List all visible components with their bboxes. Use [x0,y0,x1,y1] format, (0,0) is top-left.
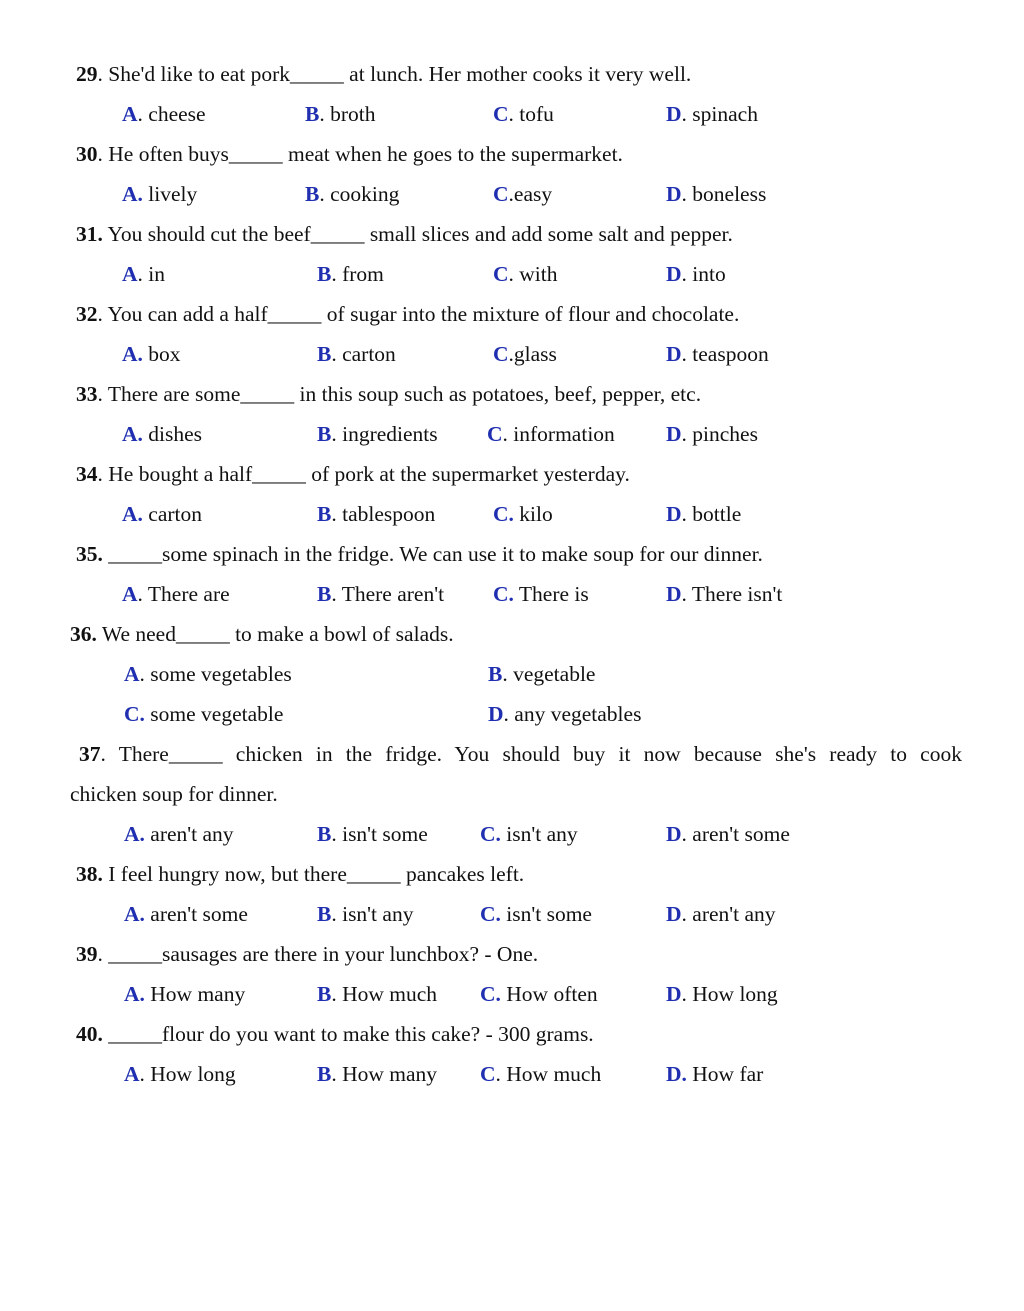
options-36-row2 [0,696,1024,732]
question-34 [0,456,1024,492]
option-a[interactable]: A. aren't any [124,822,234,846]
option-c[interactable]: C. information [487,422,615,446]
question-38 [0,856,1024,892]
question-number: 38. [76,862,103,886]
options-31 [0,256,1024,292]
option-c[interactable]: C. How often [480,982,598,1006]
option-b[interactable]: B. vegetable [488,662,596,686]
question-number: 40. [76,1022,103,1046]
options-32 [0,336,1024,372]
question-35 [0,536,1024,572]
option-d[interactable]: D. There isn't [666,582,783,606]
question-stem-continued: chicken soup for dinner. [70,782,278,806]
question-number: 36. [70,622,97,646]
option-a[interactable]: A. aren't some [124,902,248,926]
options-38 [0,896,1024,932]
question-stem: _____some spinach in the fridge. We can use it to make soup for our dinner. [108,542,763,566]
question-37-continued [0,776,1024,812]
option-c[interactable]: C. with [493,262,558,286]
option-d[interactable]: D. bottle [666,502,742,526]
option-a[interactable]: A. How long [124,1062,236,1086]
question-32 [0,296,1024,332]
option-c[interactable]: C.easy [493,182,553,206]
option-a[interactable]: A. carton [122,502,202,526]
option-b[interactable]: B. ingredients [317,422,438,446]
option-b[interactable]: B. tablespoon [317,502,436,526]
option-d[interactable]: D. boneless [666,182,767,206]
option-d[interactable]: D. pinches [666,422,758,446]
option-d[interactable]: D. any vegetables [488,702,642,726]
options-29 [0,96,1024,132]
question-number: 30 [76,142,98,166]
options-30 [0,176,1024,212]
option-a[interactable]: A. There are [122,582,230,606]
question-number: 35. [76,542,103,566]
question-33 [0,376,1024,412]
option-c[interactable]: C.glass [493,342,557,366]
option-d[interactable]: D. spinach [666,102,758,126]
question-number-sep: . [97,942,109,966]
option-a[interactable]: A. How many [124,982,246,1006]
question-stem: We need_____ to make a bowl of salads. [101,622,454,646]
question-number: 33 [76,382,98,406]
option-c[interactable]: C. some vegetable [124,702,284,726]
options-37 [0,816,1024,852]
question-stem: I feel hungry now, but there_____ pancakes left. [108,862,525,886]
question-number: 39 [76,942,98,966]
question-stem: _____flour do you want to make this cake? - 300 grams. [108,1022,594,1046]
option-a[interactable]: A. some vegetables [124,662,292,686]
question-number: 32 [76,302,98,326]
options-36-row1 [0,656,1024,692]
option-d[interactable]: D. teaspoon [666,342,769,366]
question-number-sep: . [97,302,108,326]
option-b[interactable]: B. How many [317,1062,438,1086]
question-stem: _____sausages are there in your lunchbox? - One. [108,942,539,966]
question-number-sep: . [97,62,109,86]
question-stem: He bought a half_____ of pork at the supermarket yesterday. [108,462,630,486]
option-b[interactable]: B. There aren't [317,582,445,606]
question-number: 29 [76,62,98,86]
option-a[interactable]: A. dishes [122,422,203,446]
option-c[interactable]: C. There is [493,582,589,606]
option-c[interactable]: C. How much [480,1062,602,1086]
question-number: 31. [76,222,103,246]
options-40 [0,1056,1024,1092]
question-36 [0,616,1024,652]
option-a[interactable]: A. lively [122,182,198,206]
options-35 [0,576,1024,612]
option-c[interactable]: C. kilo [493,502,553,526]
option-b[interactable]: B. isn't any [317,902,414,926]
option-c[interactable]: C. isn't any [480,822,578,846]
question-stem: He often buys_____ meat when he goes to the supermarket. [108,142,623,166]
question-number-sep: . [100,742,119,766]
question-stem: You should cut the beef_____ small slices and add some salt and pepper. [107,222,733,246]
option-a[interactable]: A. cheese [122,102,206,126]
option-d[interactable]: D. into [666,262,726,286]
question-stem: There are some_____ in this soup such as potatoes, beef, pepper, etc. [107,382,702,406]
option-d[interactable]: D. aren't any [666,902,776,926]
option-d[interactable]: D. How long [666,982,778,1006]
option-b[interactable]: B. cooking [305,182,400,206]
options-34 [0,496,1024,532]
option-a[interactable]: A. in [122,262,166,286]
question-39 [0,936,1024,972]
question-37 [0,736,1024,772]
question-30 [0,136,1024,172]
options-33 [0,416,1024,452]
question-stem: There_____ chicken in the fridge. You should buy it now because she's ready to cook [118,742,962,766]
question-29 [0,56,1024,92]
option-b[interactable]: B. from [317,262,384,286]
option-b[interactable]: B. How much [317,982,438,1006]
question-number-sep: . [97,462,109,486]
question-number-sep: . [97,382,108,406]
option-d[interactable]: D. aren't some [666,822,790,846]
options-39 [0,976,1024,1012]
option-b[interactable]: B. isn't some [317,822,428,846]
option-c[interactable]: C. tofu [493,102,554,126]
question-number: 37 [79,742,101,766]
question-number: 34 [76,462,98,486]
question-number-sep: . [97,142,109,166]
option-c[interactable]: C. isn't some [480,902,592,926]
question-40 [0,1016,1024,1052]
question-stem: You can add a half_____ of sugar into the mixture of flour and chocolate. [107,302,740,326]
option-b[interactable]: B. carton [317,342,396,366]
question-stem: She'd like to eat pork_____ at lunch. Her mother cooks it very well. [108,62,692,86]
question-31 [0,216,1024,252]
option-d[interactable]: D. How far [666,1062,764,1086]
option-b[interactable]: B. broth [305,102,376,126]
option-a[interactable]: A. box [122,342,181,366]
